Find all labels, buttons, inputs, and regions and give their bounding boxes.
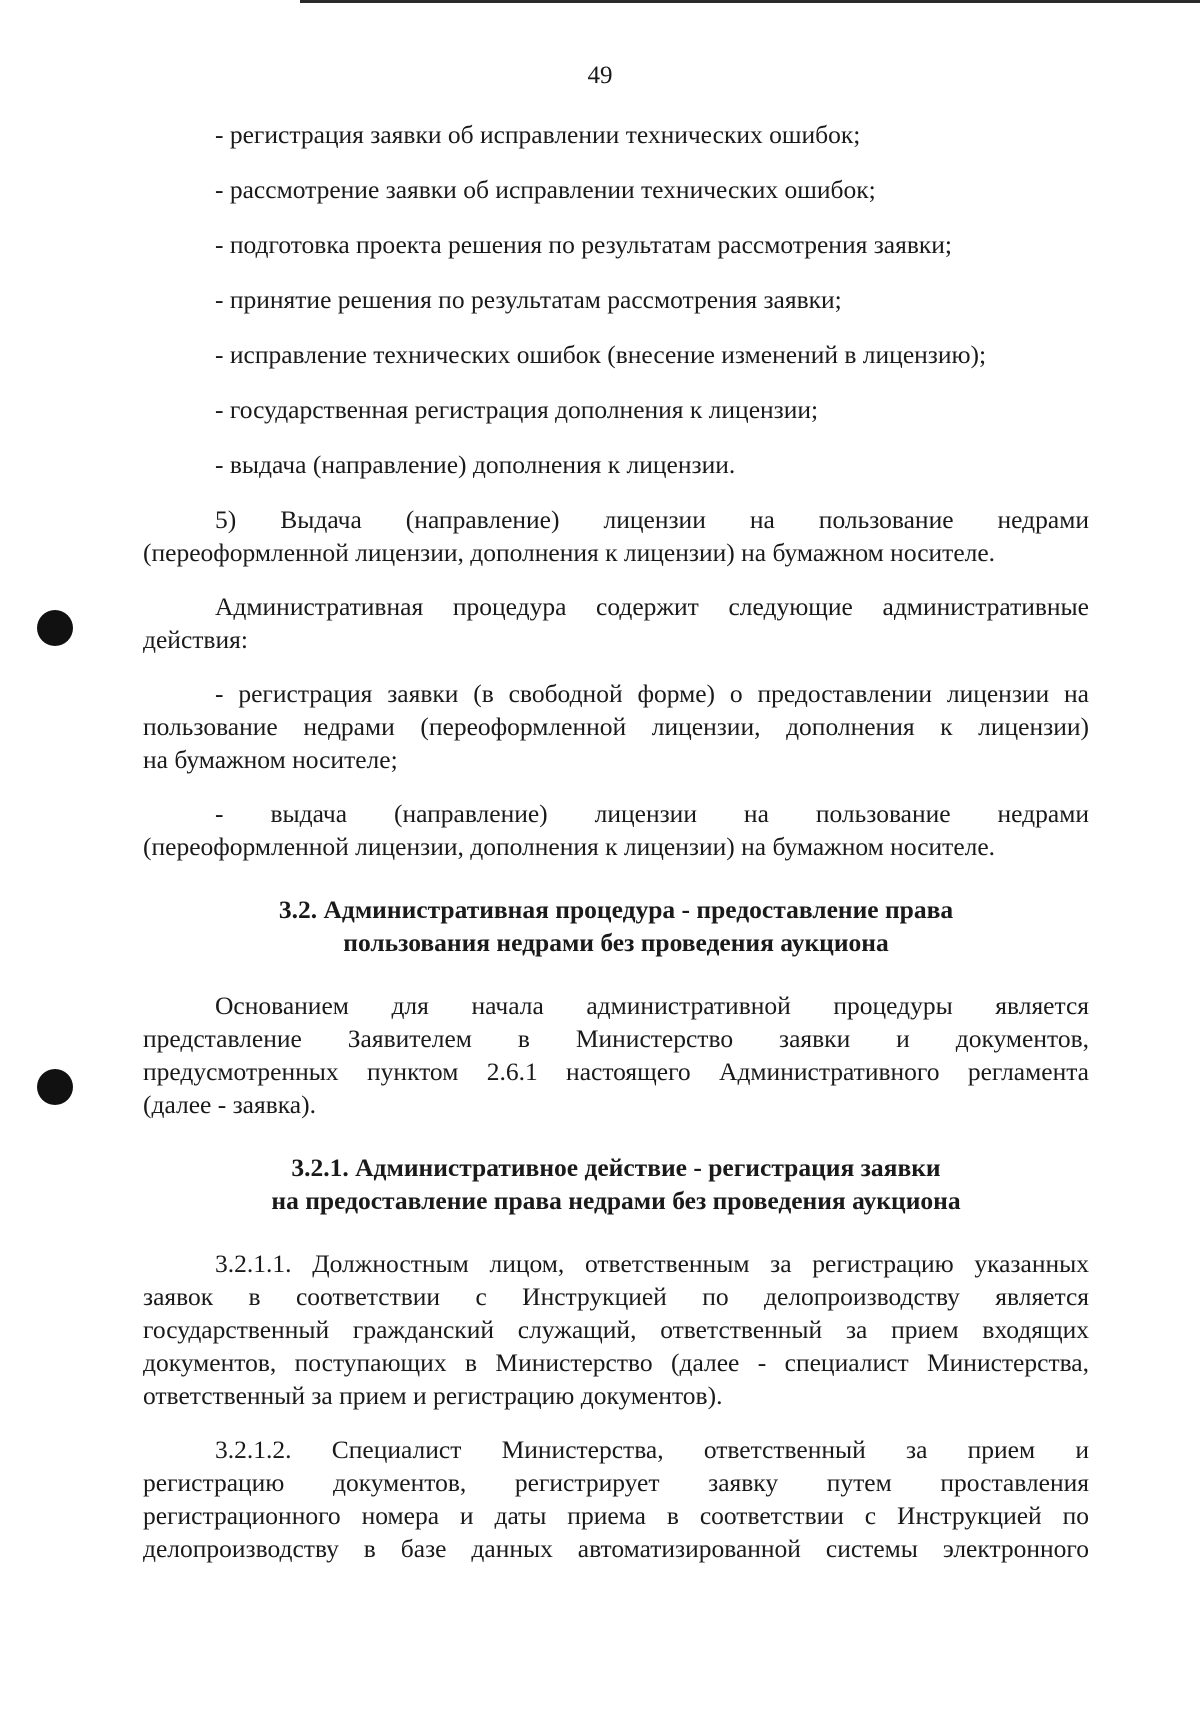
heading-line: 3.2.1. Административное действие - регистрация заявки — [291, 1153, 941, 1182]
action-2-paragraph — [143, 797, 1089, 863]
list-item: - рассмотрение заявки об исправлении технических ошибок; — [215, 175, 876, 204]
paragraph-line: Основанием для начала административной процедуры является — [215, 991, 1089, 1020]
heading-line: 3.2. Административная процедура - предоставление права — [278, 895, 954, 924]
paragraph-line: 3.2.1.2. Специалист Министерства, ответственный за прием и — [215, 1435, 1089, 1464]
paragraph-line: делопроизводству в базе данных автоматизированной системы электронного — [143, 1534, 1089, 1563]
paragraph-3-2-1-1 — [143, 1247, 1089, 1412]
section-heading-3-2-1 — [143, 1151, 1089, 1217]
admin-procedure-paragraph — [143, 590, 1089, 656]
paragraph-line: на бумажном носителе; — [143, 745, 398, 774]
punch-hole — [37, 610, 73, 646]
basis-paragraph — [143, 989, 1089, 1121]
paragraph-3-2-1-2 — [143, 1433, 1089, 1565]
page-number: 49 — [587, 62, 613, 89]
paragraph-line: действия: — [143, 625, 248, 654]
section-heading-3-2 — [143, 893, 1089, 959]
paragraph-line: представление Заявителем в Министерство заявки и документов, — [143, 1024, 1089, 1053]
heading-line: на предоставление права недрами без проведения аукциона — [271, 1186, 961, 1215]
list-item: - исправление технических ошибок (внесение изменений в лицензию); — [215, 340, 987, 369]
paragraph-line: - выдача (направление) лицензии на пользование недрами — [215, 799, 1089, 828]
document-body — [143, 118, 1089, 1565]
punch-hole — [37, 1069, 73, 1105]
paragraph-line: государственный гражданский служащий, ответственный за прием входящих — [143, 1315, 1089, 1344]
paragraph-line: предусмотренных пунктом 2.6.1 настоящего Административного регламента — [143, 1057, 1089, 1086]
list-item: - выдача (направление) дополнения к лицензии. — [215, 450, 736, 479]
list-item: - принятие решения по результатам рассмотрения заявки; — [215, 285, 842, 314]
paragraph-line: (переоформленной лицензии, дополнения к лицензии) на бумажном носителе. — [143, 832, 996, 861]
scan-top-edge — [300, 0, 1200, 3]
paragraph-line: документов, поступающих в Министерство (далее - специалист Министерства, — [143, 1348, 1089, 1377]
paragraph-line: (далее - заявка). — [143, 1090, 316, 1119]
paragraph-line: регистрационного номера и даты приема в соответствии с Инструкцией по — [143, 1501, 1089, 1530]
list-item: - регистрация заявки об исправлении технических ошибок; — [215, 120, 861, 149]
heading-line: пользования недрами без проведения аукциона — [343, 928, 889, 957]
list-item: - подготовка проекта решения по результатам рассмотрения заявки; — [215, 230, 952, 259]
paragraph-line: заявок в соответствии с Инструкцией по делопроизводству является — [143, 1282, 1089, 1311]
action-1-paragraph — [143, 677, 1089, 776]
paragraph-line: ответственный за прием и регистрацию документов). — [143, 1381, 723, 1410]
paragraph-line: Административная процедура содержит следующие административные — [215, 592, 1089, 621]
list-item: - государственная регистрация дополнения к лицензии; — [215, 395, 819, 424]
paragraph-line: - регистрация заявки (в свободной форме) о предоставлении лицензии на — [215, 679, 1089, 708]
item-5-paragraph — [143, 503, 1089, 569]
paragraph-line: (переоформленной лицензии, дополнения к лицензии) на бумажном носителе. — [143, 538, 996, 567]
paragraph-line: 5) Выдача (направление) лицензии на пользование недрами — [215, 505, 1089, 534]
paragraph-line: 3.2.1.1. Должностным лицом, ответственным за регистрацию указанных — [215, 1249, 1089, 1278]
paragraph-line: пользование недрами (переоформленной лицензии, дополнения к лицензии) — [143, 712, 1089, 741]
paragraph-line: регистрацию документов, регистрирует заявку путем проставления — [143, 1468, 1089, 1497]
